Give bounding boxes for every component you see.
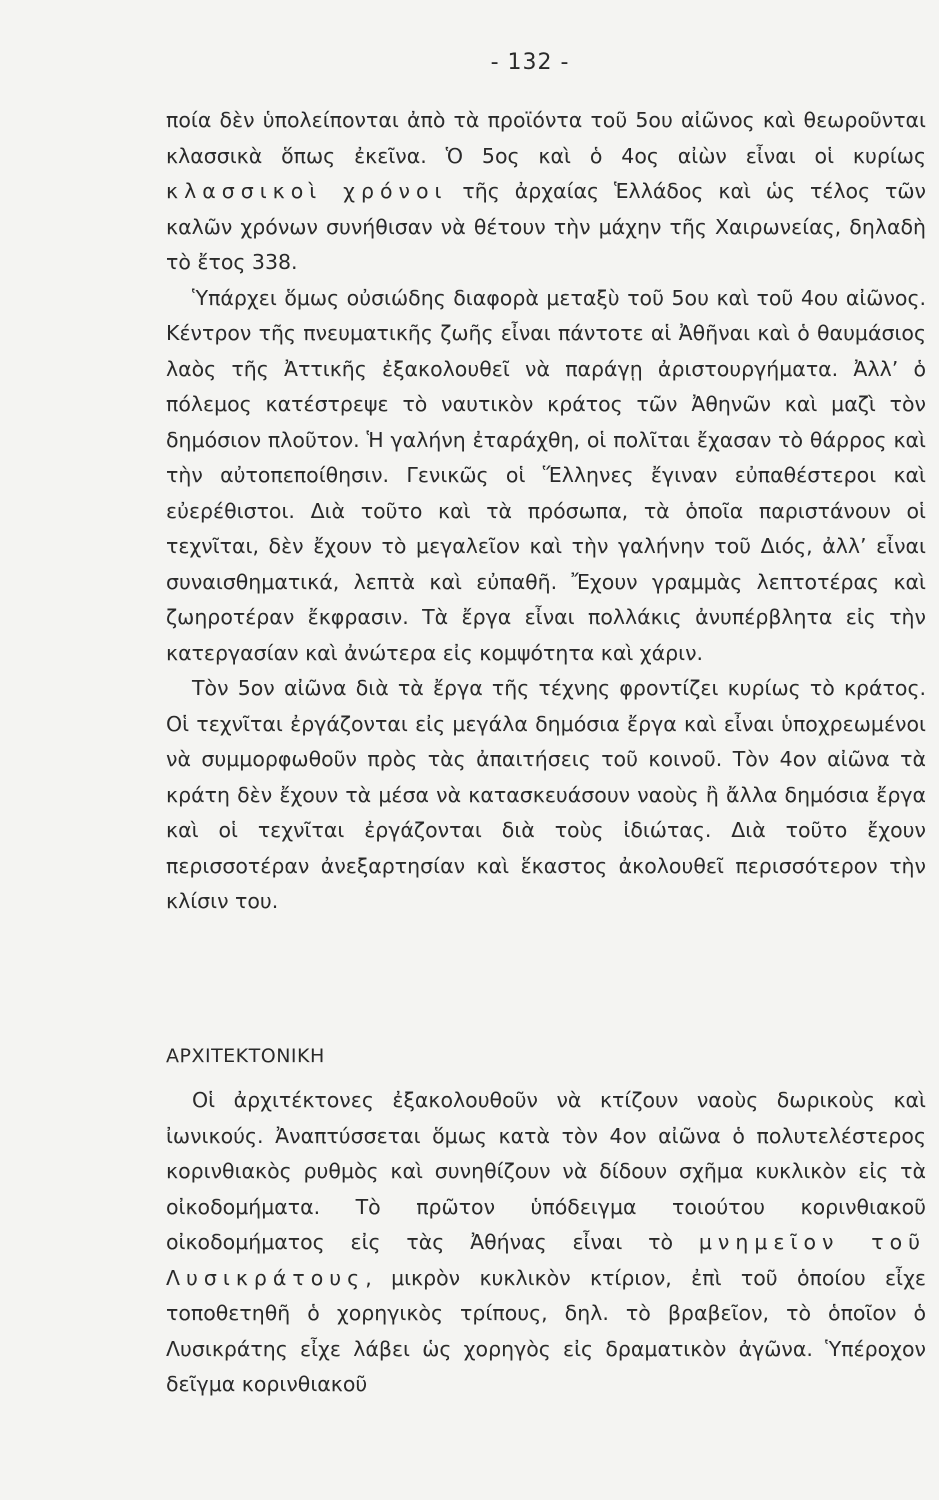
bottom-text-block: [166, 1083, 926, 1403]
paragraph-3: Τὸν 5ον αἰῶνα διὰ τὰ ἔργα τῆς τέχνης φροντίζει κυρίως τὸ κράτος. Οἱ τεχνῖται ἐργάζονται εἰς μεγάλα δημόσια ἔργα καὶ εἶναι ὑποχρεωμένοι νὰ συμμορφωθοῦν πρὸς τὰς ἀπαιτήσεις τοῦ κοινοῦ. Τὸν 4ον αἰῶνα τὰ κράτη δὲν ἔχουν τὰ μέσα νὰ κατασκευάσουν ναοὺς ἢ ἄλλα δημόσια ἔργα καὶ οἱ τεχνῖται ἐργάζονται διὰ τοὺς ἰδιώτας. Διὰ τοῦτο ἔχουν περισσοτέραν ἀνεξαρτησίαν καὶ ἕκαστος ἀκολουθεῖ περισσότερον τὴν κλίσιν του.: [166, 676, 926, 913]
paragraph-1-text: ποία δὲν ὑπολείπονται ἀπὸ τὰ προϊόντα τοῦ 5ου αἰῶνος καὶ θεωροῦνται κλασσικὰ ὅπως ἐκεῖνα. Ὁ 5ος καὶ ὁ 4ος αἰὼν εἶναι οἱ κυρίως: [166, 108, 926, 168]
paragraph-4-spaced-emphasis: μνημεῖον τοῦ Λυσικράτους: [166, 1230, 926, 1290]
page-number: - 132 -: [490, 50, 570, 75]
paragraph-4: [166, 1083, 926, 1403]
paragraph-4-text: Οἱ ἀρχιτέκτονες ἐξακολουθοῦν νὰ κτίζουν ναοὺς δωρικοὺς καὶ ἰωνικούς. Ἀναπτύσσεται ὅμως κατὰ τὸν 4ον αἰῶνα ὁ πολυτελέστερος κορινθιακὸς ρυθμὸς καὶ συνηθίζουν νὰ δίδουν σχῆμα κυκλικὸν εἰς τὰ οἰκοδομήματα. Τὸ πρῶτον ὑπόδειγμα τοιούτου κορινθιακοῦ οἰκοδομήματος εἰς τὰς Ἀθήνας εἶναι τὸ: [166, 1088, 926, 1254]
paragraph-1-spaced-emphasis: κλασσικοὶ χρόνοι: [166, 179, 448, 203]
paragraph-1: [166, 103, 926, 281]
top-text-block: [166, 103, 926, 920]
section-heading: ΑΡΧΙΤΕΚΤΟΝΙΚΗ: [166, 1045, 325, 1067]
paragraph-4-text-after: , μικρὸν κυκλικὸν κτίριον, ἐπὶ τοῦ ὁποίου εἶχε τοποθετηθῆ ὁ χορηγικὸς τρίπους, δηλ. τὸ βραβεῖον, τὸ ὁποῖον ὁ Λυσικράτης εἶχε λάβει ὡς χορηγὸς εἰς δραματικὸν ἀγῶνα. Ὑπέροχον δεῖγμα κορινθιακοῦ: [166, 1265, 926, 1396]
paragraph-2: Ὑπάρχει ὅμως οὐσιώδης διαφορὰ μεταξὺ τοῦ 5ου καὶ τοῦ 4ου αἰῶνος. Κέντρον τῆς πνευματικῆς ζωῆς εἶναι πάντοτε αἱ Ἀθῆναι καὶ ὁ θαυμάσιος λαὸς τῆς Ἀττικῆς ἐξακολουθεῖ νὰ παράγῃ ἀριστουργήματα. Ἀλλ’ ὁ πόλεμος κατέστρεψε τὸ ναυτικὸν κράτος τῶν Ἀθηνῶν καὶ μαζὶ τὸν δημόσιον πλοῦτον. Ἡ γαλήνη ἐταράχθη, οἱ πολῖται ἔχασαν τὸ θάρρος καὶ τὴν αὐτοπεποίθησιν. Γενικῶς οἱ Ἕλληνες ἔγιναν εὐπαθέστεροι καὶ εὐερέθιστοι. Διὰ τοῦτο καὶ τὰ πρόσωπα, τὰ ὁποῖα παριστάνουν οἱ τεχνῖται, δὲν ἔχουν τὸ μεγαλεῖον καὶ τὴν γαλήνην τοῦ Διός, ἀλλ’ εἶναι συναισθηματικά, λεπτὰ καὶ εὐπαθῆ. Ἔχουν γραμμὰς λεπτοτέρας καὶ ζωηροτέραν ἔκφρασιν. Τὰ ἔργα εἶναι πολλάκις ἀνυπέρβλητα εἰς τὴν κατεργασίαν καὶ ἀνώτερα εἰς κομψότητα καὶ χάριν.: [166, 285, 926, 665]
paragraph-1-text-after: τῆς ἀρχαίας Ἑλλάδος καὶ ὡς τέλος τῶν καλῶν χρόνων συνήθισαν νὰ θέτουν τὴν μάχην τῆς Χαιρωνείας, δηλαδὴ τὸ ἔτος 338.: [166, 179, 926, 274]
